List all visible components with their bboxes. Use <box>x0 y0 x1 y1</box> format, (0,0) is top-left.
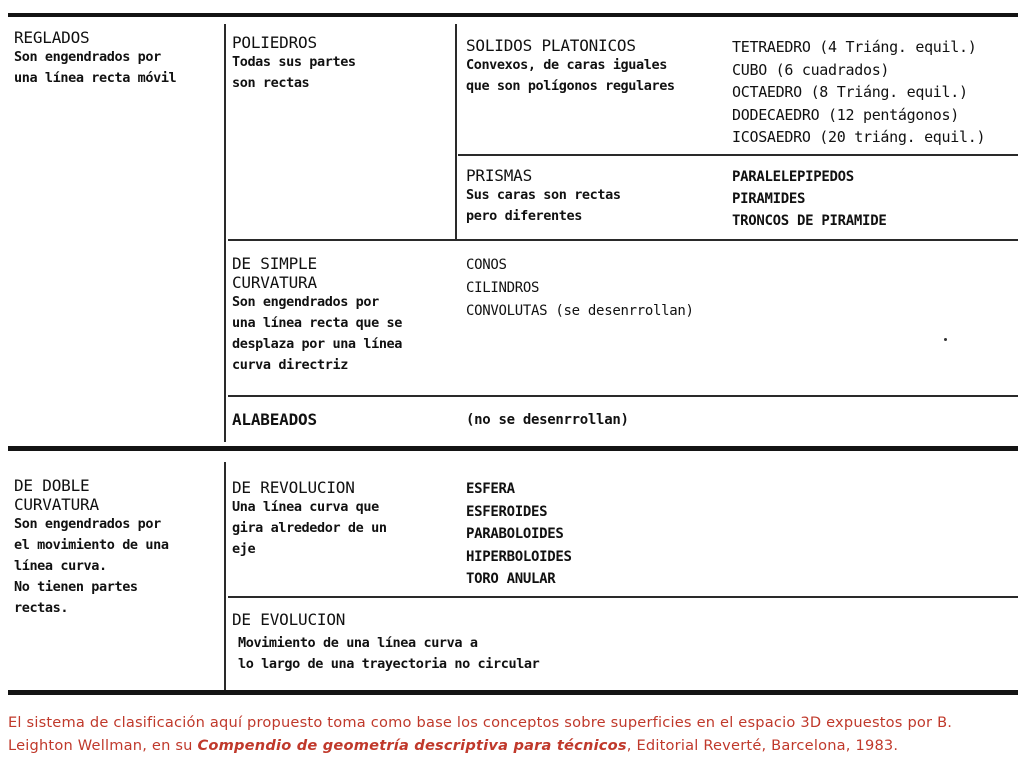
platonicos-cell <box>466 36 728 97</box>
source-caption <box>8 711 1018 757</box>
rule-platonicos-prismas <box>458 154 1018 156</box>
revolucion-list <box>466 478 766 591</box>
caption-text-2: , Editorial Reverté, Barcelona, 1983. <box>626 737 899 754</box>
top-rule <box>8 13 1018 17</box>
list-item: TORO ANULAR <box>466 571 556 587</box>
simple-line-3: desplaza por una línea <box>232 336 403 352</box>
list-item: PIRAMIDES <box>732 191 806 207</box>
list-item: DODECAEDRO (12 pentágonos) <box>732 105 960 124</box>
book-title: Compendio de geometría descriptiva para técnicos <box>197 737 627 754</box>
platonicos-line-1: Convexos, de caras iguales <box>466 57 667 73</box>
doble-title-2: CURVATURA <box>14 495 99 514</box>
rule-poliedros-simple <box>228 239 1018 241</box>
simple-title-1: DE SIMPLE <box>232 254 317 273</box>
list-item: TETRAEDRO (4 Triáng. equil.) <box>732 38 977 56</box>
col-divider-lower <box>224 462 226 690</box>
list-item: ESFERA <box>466 481 515 497</box>
alabeados-note: (no se desenrrollan) <box>466 412 629 428</box>
revolucion-line-1: Una línea curva que <box>232 499 379 515</box>
rule-revolucion-evolucion <box>228 596 1018 598</box>
evolucion-title: DE EVOLUCION <box>232 610 346 629</box>
simple-line-1: Son engendrados por <box>232 294 379 310</box>
doble-line-2: el movimiento de una <box>14 537 169 553</box>
doble-curvatura-cell <box>14 476 219 619</box>
platonicos-title: SOLIDOS PLATONICOS <box>466 36 636 55</box>
evolucion-line-1: Movimiento de una línea curva a <box>238 635 478 651</box>
simple-curvatura-cell <box>232 254 457 376</box>
poliedros-cell <box>232 33 452 94</box>
prismas-list <box>732 166 1022 232</box>
doble-line-1: Son engendrados por <box>14 516 161 532</box>
list-item: PARALELEPIPEDOS <box>732 169 854 185</box>
caption-text-1: El sistema de clasificación aquí propuesto toma como base los conceptos sobre superficies en el espacio 3D expuestos por B. Leighton Wellman, en su <box>8 714 953 754</box>
list-item: CONOS <box>466 257 507 273</box>
prismas-line-1: Sus caras son rectas <box>466 187 621 203</box>
poliedros-line-1: Todas sus partes <box>232 54 356 70</box>
prismas-line-2: pero diferentes <box>466 208 582 224</box>
bottom-rule <box>8 690 1018 695</box>
poliedros-title: POLIEDROS <box>232 33 317 52</box>
rule-simple-alabeados <box>228 395 1018 397</box>
list-item: HIPERBOLOIDES <box>466 548 572 565</box>
doble-title-1: DE DOBLE <box>14 476 90 495</box>
list-item: ICOSAEDRO (20 triáng. equil.) <box>732 128 986 146</box>
revolucion-title: DE REVOLUCION <box>232 478 355 497</box>
doble-line-3: línea curva. <box>14 558 107 574</box>
list-item: CUBO (6 cuadrados) <box>732 60 890 79</box>
scan-speck <box>944 338 947 341</box>
list-item: PARABOLOIDES <box>466 526 564 542</box>
prismas-title: PRISMAS <box>466 166 533 185</box>
alabeados-note-cell <box>466 411 766 430</box>
list-item: CILINDROS <box>466 280 540 296</box>
section-rule <box>8 446 1018 451</box>
poliedros-line-2: son rectas <box>232 75 310 91</box>
platonicos-line-2: que son polígonos regulares <box>466 78 675 94</box>
revolucion-cell <box>232 478 457 560</box>
list-item: OCTAEDRO (8 Triáng. equil.) <box>732 83 968 101</box>
reglados-line-2: una línea recta móvil <box>14 70 177 86</box>
reglados-line-1: Son engendrados por <box>14 49 161 65</box>
alabeados-cell <box>232 410 452 429</box>
col-divider-1 <box>224 24 226 442</box>
list-item: TRONCOS DE PIRAMIDE <box>732 213 887 229</box>
revolucion-line-2: gira alrededor de un <box>232 520 387 536</box>
simple-line-2: una línea recta que se <box>232 315 403 331</box>
prismas-cell <box>466 166 728 227</box>
simple-list <box>466 254 816 323</box>
list-item: CONVOLUTAS (se desenrrollan) <box>466 303 694 319</box>
reglados-title: REGLADOS <box>14 28 90 47</box>
list-item: ESFEROIDES <box>466 503 548 520</box>
doble-line-5: rectas. <box>14 600 69 616</box>
alabeados-title: ALABEADOS <box>232 410 317 429</box>
doble-line-4: No tienen partes <box>14 579 138 595</box>
evolucion-cell <box>232 610 792 675</box>
reglados-cell <box>14 28 219 89</box>
col-divider-2 <box>455 24 457 239</box>
simple-title-2: CURVATURA <box>232 273 317 292</box>
platonicos-list <box>732 36 1022 149</box>
revolucion-line-3: eje <box>232 541 256 557</box>
evolucion-line-2: lo largo de una trayectoria no circular <box>238 656 540 672</box>
simple-line-4: curva directriz <box>232 357 348 373</box>
